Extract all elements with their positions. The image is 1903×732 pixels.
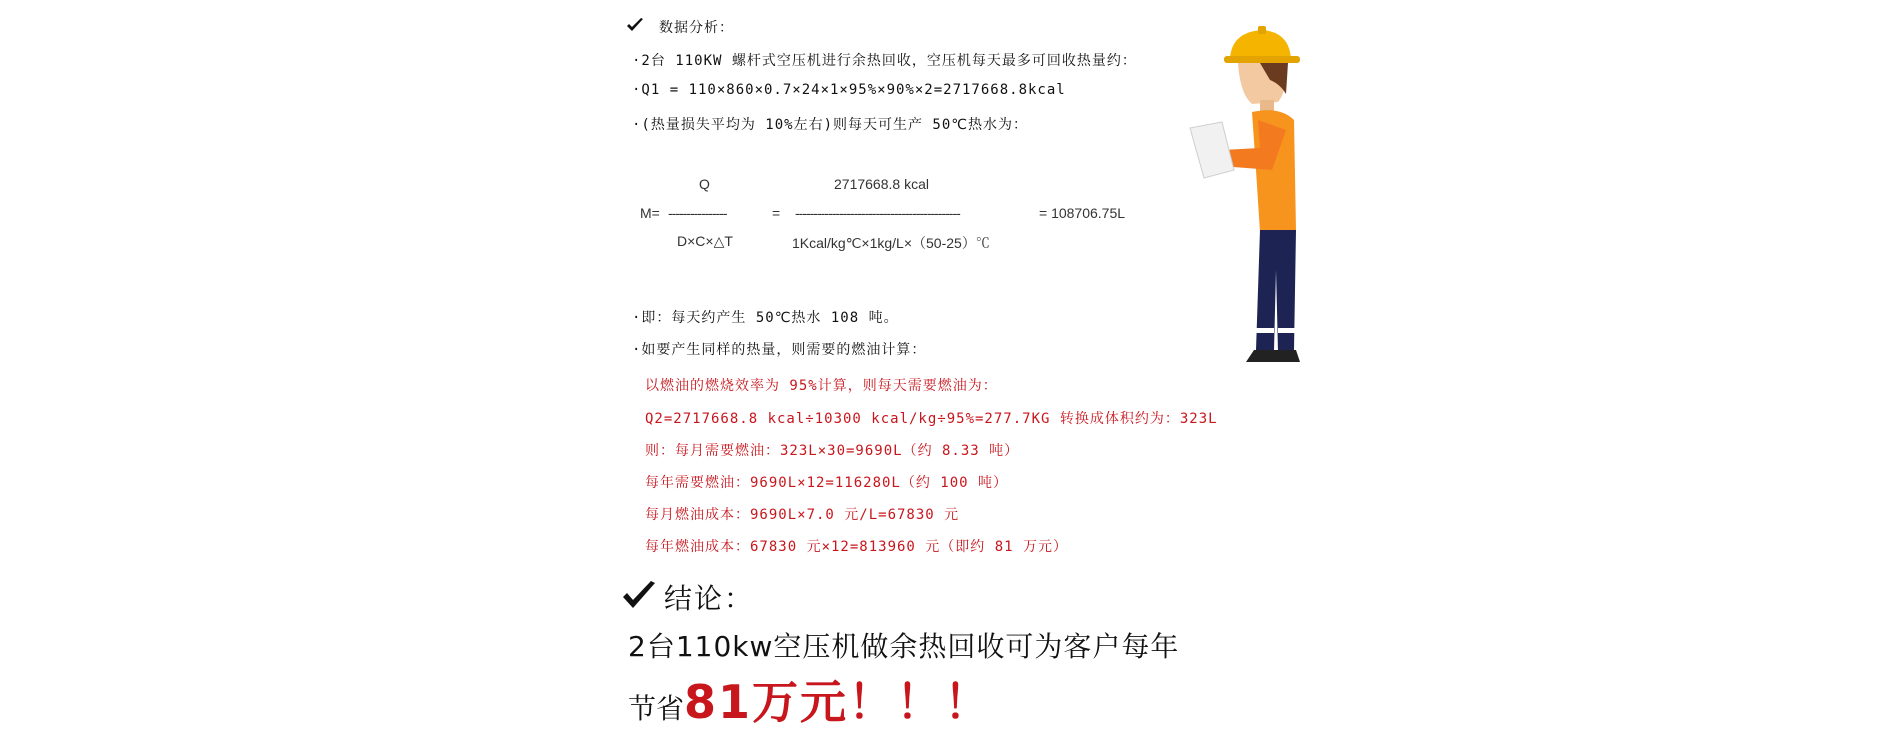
formula-equals: = [772,205,781,221]
formula-q: Q [699,176,710,192]
conclusion-title: 结论： [664,582,755,615]
fuel-line-1: 以燃油的燃烧效率为 95%计算，则每天需要燃油为： [645,378,998,394]
conclusion-prefix: 节省 [628,692,685,725]
fuel-line-2: Q2=2717668.8 kcal÷10300 kcal/kg÷95%=277.7KG 转换成体积约为：323L [645,411,1218,427]
conclusion-line-2 [628,666,992,732]
analysis-heading: 数据分析： [659,20,734,36]
fuel-line-3: 则：每月需要燃油：323L×30=9690L（约 8.33 吨） [645,443,1020,459]
formula-numerator: 2717668.8 kcal [834,176,929,192]
formula-lhs: M= [640,205,660,221]
summary-bullet-2: ·如要产生同样的热量，则需要的燃油计算： [632,342,927,358]
check-icon [626,17,644,33]
conclusion-check-icon [622,580,656,610]
conclusion-line-1: 2台110kw空压机做余热回收可为客户每年 [628,630,1180,663]
formula-denominator: 1Kcal/kg℃×1kg/L×（50-25）℃ [792,235,990,251]
formula-dash-long: --------------------------------------------- [795,205,960,221]
fuel-line-6: 每年燃油成本：67830 元×12=813960 元（即约 81 万元） [645,539,1069,555]
fuel-line-5: 每月燃油成本：9690L×7.0 元/L=67830 元 [645,507,960,523]
worker-illustration [1160,20,1310,365]
analysis-bullet-3: ·(热量损失平均为 10%左右)则每天可生产 50℃热水为： [632,117,1029,133]
formula-denom-short: D×C×△T [677,233,733,249]
analysis-bullet-2: ·Q1 = 110×860×0.7×24×1×95%×90%×2=2717668.8kcal [632,82,1066,98]
formula-result: = 108706.75L [1039,205,1126,221]
summary-bullet-1: ·即：每天约产生 50℃热水 108 吨。 [632,310,899,326]
formula-dash-short: ---------------- [668,205,727,221]
analysis-bullet-1: ·2台 110KW 螺杆式空压机进行余热回收，空压机每天最多可回收热量约： [632,53,1137,69]
savings-amount: 81万元！！！ [684,675,993,729]
fuel-line-4: 每年需要燃油：9690L×12=116280L（约 100 吨） [645,475,1009,491]
